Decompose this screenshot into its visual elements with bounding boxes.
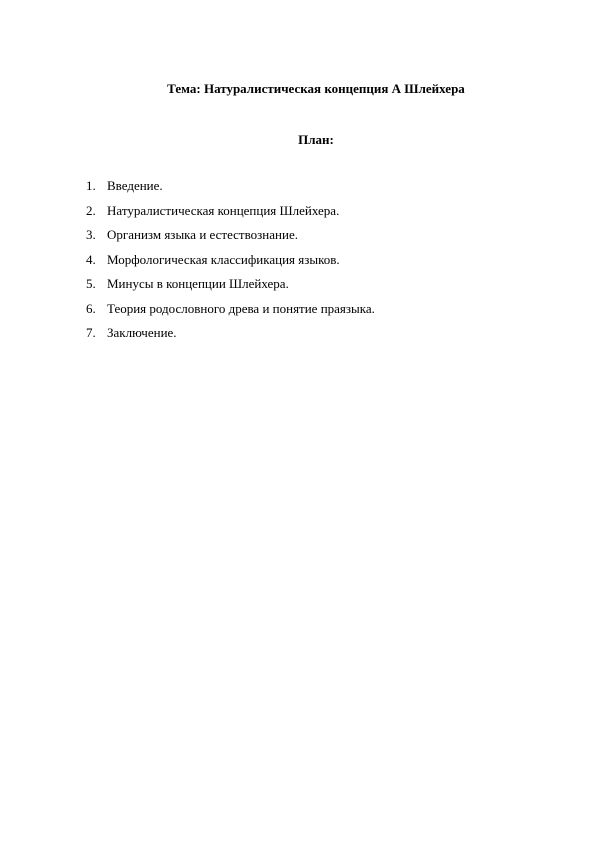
- list-item-text: Минусы в концепции Шлейхера.: [107, 276, 289, 291]
- list-item-number: 1.: [86, 178, 96, 193]
- plan-heading: План:: [298, 132, 334, 147]
- document-title: Тема: Натуралистическая концепция А Шлейхера: [167, 81, 465, 96]
- list-item-number: 6.: [86, 300, 96, 316]
- list-item-number: 4.: [86, 251, 96, 267]
- list-item-text: Заключение.: [107, 325, 177, 340]
- list-item-number: 2.: [86, 202, 96, 218]
- list-item-text: Морфологическая классификация языков.: [107, 251, 340, 267]
- list-item-number: 7.: [86, 325, 96, 340]
- list-item-text: Натуралистическая концепция Шлейхера.: [107, 202, 340, 218]
- list-item-text: Введение.: [107, 178, 163, 193]
- list-item-text: Теория родословного древа и понятие праязыка.: [107, 300, 375, 316]
- list-item-number: 5.: [86, 276, 96, 291]
- list-item-number: 3.: [86, 227, 96, 242]
- list-item-text: Организм языка и естествознание.: [107, 227, 298, 242]
